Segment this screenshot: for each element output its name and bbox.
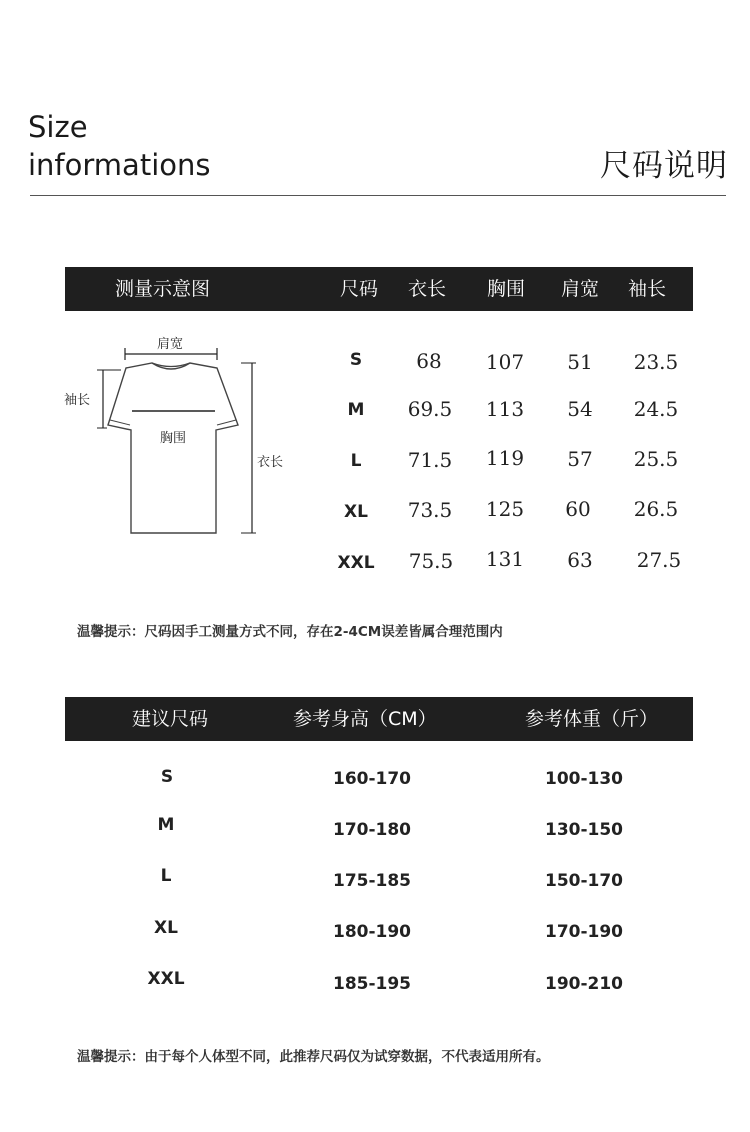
cell-size: L — [350, 451, 362, 471]
cell-length: 68 — [416, 349, 442, 373]
header-chest: 胸围 — [487, 278, 526, 300]
cell-weight: 150-170 — [544, 871, 624, 891]
sleeve-dimension-line — [97, 370, 121, 428]
shoulder-label: 肩宽 — [156, 337, 184, 352]
chest-label: 胸围 — [159, 431, 187, 446]
cell-weight: 130-150 — [544, 820, 624, 840]
measure-note: 温馨提示：尺码因手工测量方式不同，存在2-4CM误差皆属合理范围内 — [77, 624, 503, 640]
sleeve-label: 袖长 — [63, 393, 91, 408]
cell-length: 71.5 — [407, 448, 453, 472]
cell-size: XL — [154, 918, 178, 938]
length-label: 衣长 — [256, 455, 284, 470]
title-en-line2: informations — [28, 148, 211, 182]
header-sleeve: 袖长 — [628, 278, 667, 300]
cell-length: 75.5 — [408, 549, 454, 573]
cell-height: 185-195 — [332, 974, 412, 994]
tshirt-measure-diagram — [55, 330, 305, 545]
header-weight: 参考体重（斤） — [525, 708, 659, 730]
cell-shoulder: 63 — [567, 548, 593, 572]
header-shoulder: 肩宽 — [561, 278, 600, 300]
cell-height: 170-180 — [332, 820, 412, 840]
title-divider — [30, 195, 726, 196]
title-en-line1: Size — [28, 110, 88, 144]
cell-sleeve: 25.5 — [633, 447, 679, 471]
cell-sleeve: 27.5 — [636, 548, 682, 572]
page-title-cn: 尺码说明 — [600, 148, 728, 184]
cell-sleeve: 23.5 — [633, 350, 679, 374]
header-height: 参考身高（CM） — [293, 708, 437, 730]
cell-chest: 107 — [485, 350, 525, 374]
cell-length: 73.5 — [407, 498, 453, 522]
page-title-en — [28, 108, 210, 184]
header-length: 衣长 — [408, 278, 447, 300]
cell-size: XXL — [147, 969, 185, 989]
cell-size: M — [157, 815, 175, 835]
length-dimension-line — [241, 363, 256, 533]
header-size: 尺码 — [340, 278, 379, 300]
cell-chest: 131 — [485, 547, 525, 571]
cell-sleeve: 26.5 — [633, 497, 679, 521]
cell-size: L — [160, 866, 172, 886]
cell-height: 180-190 — [332, 922, 412, 942]
cell-weight: 100-130 — [544, 769, 624, 789]
cell-sleeve: 24.5 — [633, 397, 679, 421]
cell-size: XL — [344, 502, 368, 522]
cell-chest: 125 — [485, 497, 525, 521]
cell-height: 160-170 — [332, 769, 412, 789]
recommend-note: 温馨提示：由于每个人体型不同，此推荐尺码仅为试穿数据，不代表适用所有。 — [77, 1049, 550, 1065]
cell-size: S — [349, 350, 363, 370]
cell-size: S — [160, 767, 174, 787]
cell-size: M — [347, 400, 365, 420]
cell-shoulder: 57 — [567, 447, 593, 471]
cell-weight: 170-190 — [544, 922, 624, 942]
cell-shoulder: 54 — [567, 397, 593, 421]
cell-chest: 119 — [485, 446, 525, 470]
cell-height: 175-185 — [332, 871, 412, 891]
cell-chest: 113 — [485, 397, 525, 421]
cell-shoulder: 51 — [567, 350, 593, 374]
tshirt-outline — [108, 363, 238, 533]
measure-table-header — [65, 267, 693, 311]
cell-size: XXL — [337, 553, 375, 573]
cell-weight: 190-210 — [544, 974, 624, 994]
header-diagram: 测量示意图 — [115, 278, 211, 300]
header-recommend-size: 建议尺码 — [132, 708, 209, 730]
recommend-table-header — [65, 697, 693, 741]
cell-length: 69.5 — [407, 397, 453, 421]
cell-shoulder: 60 — [565, 497, 591, 521]
